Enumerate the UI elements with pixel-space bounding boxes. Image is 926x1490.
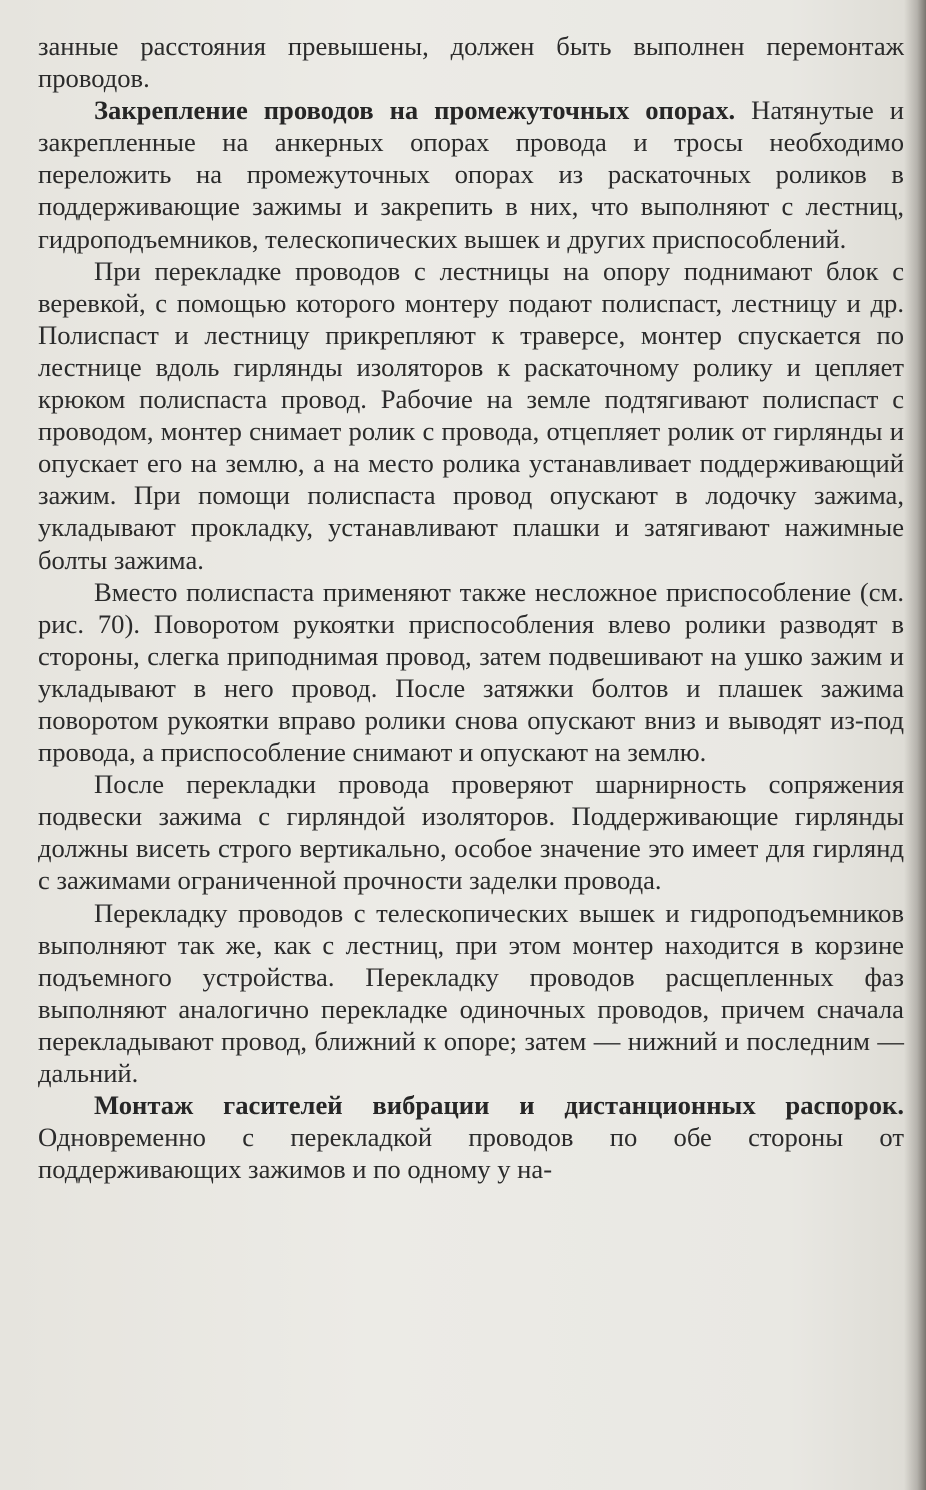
paragraph-2 [38,94,904,254]
paragraph-2-text: Натянутые и закрепленные на анкерных опорах провода и тросы необходимо переложить на промежуточных опорах из раскаточных роликов в поддерживающие зажимы и закрепить в них, что выполняют с лестниц, гидроподъемников, телескопических вышек и других приспособлений. [38,95,904,254]
section-heading-vibration-dampers: Монтаж гасителей вибрации и дистанционных распорок. [94,1090,904,1121]
paragraph-4-text: Вместо полиспаста применяют также несложное приспособление (см. рис. 70). Поворотом рукоятки приспособления влево ролики разводят в стороны, слегка приподнимая провод, затем подвешивают на ушко зажим и укладывают в него провод. После затяжки болтов и плашек зажима поворотом рукоятки вправо ролики снова опускают вниз и выводят из-под провода, а приспособление снимают и опускают на землю. [38,576,904,768]
paragraph-7-text: Одновременно с перекладкой проводов по обе стороны от поддерживающих зажимов и по одному у на- [38,1122,904,1185]
page-edge-shadow [904,0,926,1490]
paragraph-1 [38,30,904,94]
paragraph-5-text: После перекладки провода проверяют шарнирность сопряжения подвески зажима с гирляндой изоляторов. Поддерживающие гирлянды должны висеть строго вертикально, особое значение это имеет для гирлянд с зажимами ограниченной прочности заделки провода. [38,769,904,896]
paragraph-6 [38,897,904,1090]
paragraph-3 [38,255,904,576]
paragraph-7 [38,1089,904,1185]
paragraph-6-text: Перекладку проводов с телескопических вышек и гидроподъемников выполняют так же, как с лестниц, при этом монтер находится в корзине подъемного устройства. Перекладку проводов расщепленных фаз выполняют аналогично перекладке одиночных проводов, причем сначала перекладывают провод, ближний к опоре; затем — нижний и последним — дальний. [38,897,904,1088]
paragraph-3-text: При перекладке проводов с лестницы на опору поднимают блок с веревкой, с помощью которого монтеру подают полиспаст, лестницу и др. Полиспаст и лестницу прикрепляют к траверсе, монтер спускается по лестнице вдоль гирлянды изоляторов к раскаточному ролику и цепляет крюком полиспаста провод. Рабочие на земле подтягивают полиспаст с проводом, монтер снимает ролик с провода, отцепляет ролик от гирлянды и опускает его на землю, а на место ролика устанавливает поддерживающий зажим. При помощи полиспаста провод опускают в лодочку зажима, укладывают прокладку, устанавливают плашки и затягивают нажимные болты зажима. [38,255,904,575]
paragraph-4 [38,576,904,769]
paragraph-5 [38,768,904,896]
section-heading-intermediate-supports: Закрепление проводов на промежуточных опорах. [94,95,736,126]
paragraph-1-text: занные расстояния превышены, должен быть выполнен перемонтаж проводов. [38,31,904,94]
page-text [38,30,904,1185]
